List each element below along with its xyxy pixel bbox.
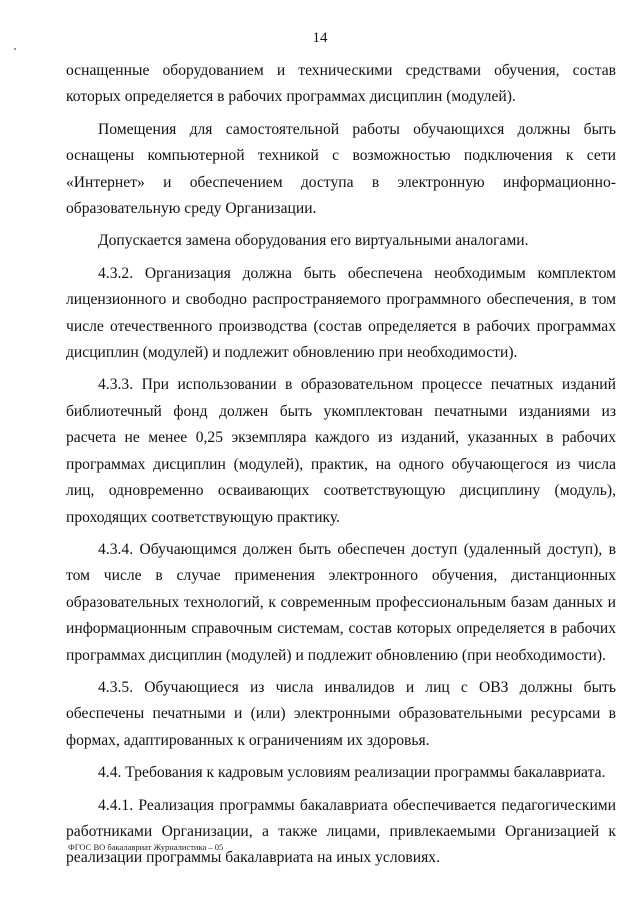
footer-document-code: ФГОС ВО бакалавриат Журналистика – 05 bbox=[68, 842, 224, 852]
paragraph-4-4: 4.4. Требования к кадровым условиям реализации программы бакалавриата. bbox=[98, 764, 606, 782]
paragraph-4-3-5: 4.3.5. Обучающиеся из числа инвалидов и лиц с ОВЗ должны быть обеспечены печатными и (или) электронными образовательными ресурсами в формах, адаптированных к ограничениям их здоровья. bbox=[66, 678, 616, 749]
paragraph-self-study-rooms: Помещения для самостоятельной работы обучающихся должны быть оснащены компьютерной техникой с возможностью подключения к сети «Интернет» и обеспечением доступа в электронную информационно-образовательную среду Организации. bbox=[66, 120, 616, 218]
document-body bbox=[66, 58, 616, 872]
paragraph-virtual-analogs: Допускается замена оборудования его виртуальными аналогами. bbox=[98, 232, 529, 250]
paragraph-continuation: оснащенные оборудованием и техническими средствами обучения, состав которых определяется в рабочих программах дисциплин (модулей). bbox=[66, 62, 616, 106]
paragraph-4-3-2: 4.3.2. Организация должна быть обеспечена необходимым комплектом лицензионного и свободно распространяемого программного обеспечения, в том числе отечественного производства (состав определяется в рабочих программах дисциплин (модулей) и подлежит обновлению при необходимости). bbox=[66, 264, 616, 362]
scan-speck bbox=[14, 48, 16, 50]
page-number: 14 bbox=[312, 30, 328, 46]
paragraph-4-3-3: 4.3.3. При использовании в образовательном процессе печатных изданий библиотечный фонд должен быть укомплектован печатными изданиями из расчета не менее 0,25 экземпляра каждого из изданий, указанных в рабочих программах дисциплин (модулей), практик, на одного обучающегося из числа лиц, одновременно осваивающих соответствующую дисциплину (модуль), проходящих соответствующую практику. bbox=[66, 376, 616, 526]
paragraph-4-3-4: 4.3.4. Обучающимся должен быть обеспечен доступ (удаленный доступ), в том числе в случае применения электронного обучения, дистанционных образовательных технологий, к современным профессиональным базам данных и информационным справочным системам, состав которых определяется в рабочих программах дисциплин (модулей) и подлежит обновлению (при необходимости). bbox=[66, 540, 616, 664]
paragraph-4-4-1: 4.4.1. Реализация программы бакалавриата обеспечивается педагогическими работниками Организации, а также лицами, привлекаемыми Организацией к реализации программы бакалавриата на иных условиях. bbox=[66, 796, 616, 867]
